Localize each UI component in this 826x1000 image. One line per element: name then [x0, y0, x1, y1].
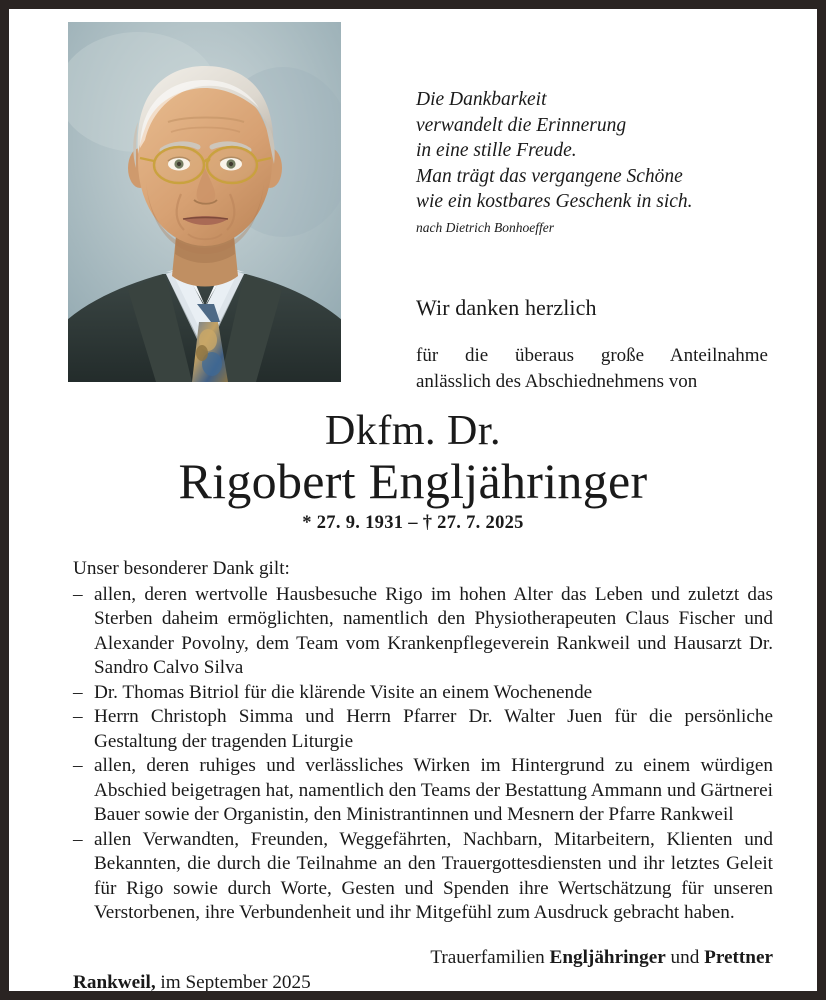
list-dash: – [73, 755, 83, 776]
signature-place: Rankweil, [73, 972, 156, 991]
notice-page [9, 9, 817, 991]
thanks-subline-1: für die überaus große Anteilnahme [416, 345, 768, 366]
thanks-subtext [416, 343, 768, 395]
portrait-photo [68, 22, 341, 382]
list-dash: – [73, 828, 83, 850]
list-item [73, 705, 773, 754]
signature-families [73, 945, 773, 970]
thanks-subline-2: anlässlich des Abschiednehmens von [416, 371, 698, 392]
deceased-dates: * 27. 9. 1931 – † 27. 7. 2025 [302, 513, 524, 533]
deceased-name: Rigobert Engljähringer [178, 453, 648, 509]
memorial-quote [416, 87, 806, 237]
list-item-text: allen, deren wertvolle Hausbesuche Rigo im hohen Alter das Leben und zuletzt das Sterben daheim ermöglichten, namentlich den Physiotherapeuten Claus Fischer und Alexander Povolny, dem Team vom Krankenpflegeverein Rankweil und Hausarzt Dr. Sandro Calvo Silva [94, 583, 773, 678]
signature-place-date [73, 970, 773, 991]
quote-line-5: wie ein kostbares Geschenk in sich. [416, 191, 693, 212]
quote-attribution: nach Dietrich Bonhoeffer [416, 219, 554, 235]
list-dash: – [73, 706, 83, 727]
signature-prefix: Trauerfamilien [430, 947, 550, 968]
list-item [73, 828, 773, 926]
list-item-text: Herrn Christoph Simma und Herrn Pfarrer Dr. Walter Juen für die persönliche Gestaltung der tragenden Liturgie [94, 706, 773, 752]
thanks-list [73, 583, 773, 926]
list-item-text: Dr. Thomas Bitriol für die klärende Visite an einem Wochenende [94, 681, 593, 703]
family-name-1: Engljähringer [549, 947, 666, 968]
thanks-heading: Wir danken herzlich [416, 295, 597, 320]
family-name-2: Prettner [704, 947, 773, 968]
list-item [73, 583, 773, 681]
list-dash: – [73, 583, 83, 605]
quote-line-3: in eine stille Freude. [416, 140, 577, 161]
signature-conjunction: und [665, 947, 705, 968]
quote-line-2: verwandelt die Erinnerung [416, 114, 627, 136]
list-item-text: allen Verwandten, Freunden, Weggefährten, Nachbarn, Mitarbeitern, Klienten und Bekannten, die durch die Teilnahme an den Trauergottesdiensten und ihr letztes Geleit für Rigo sowie durch Worte, Gesten und Spenden ihre Wertschätzung für unseren Verstorbenen, ihre Verbundenheit und ihr Mitgefühl zum Ausdruck gebracht haben. [94, 828, 773, 923]
body-intro: Unser besonderer Dank gilt: [73, 558, 290, 579]
list-dash: – [73, 681, 83, 703]
list-item [73, 754, 773, 828]
thanks-body [73, 557, 773, 926]
deceased-name-block [9, 407, 817, 534]
deceased-title: Dkfm. Dr. [325, 408, 501, 454]
quote-line-4: Man trägt das vergangene Schöne [416, 165, 683, 187]
portrait-illustration [68, 22, 341, 382]
signature-block [73, 945, 773, 991]
list-item-text: allen, deren ruhiges und verlässliches Wirken im Hintergrund zu einem würdigen Abschied beigetragen hat, namentlich den Teams der Bestattung Ammann und Gärtnerei Bauer sowie der Organistin, den Ministrantinnen und Mesnern der Pfarre Rankweil [94, 755, 773, 825]
list-item [73, 681, 773, 706]
signature-date: im September 2025 [155, 972, 311, 991]
quote-line-1: Die Dankbarkeit [416, 89, 547, 110]
